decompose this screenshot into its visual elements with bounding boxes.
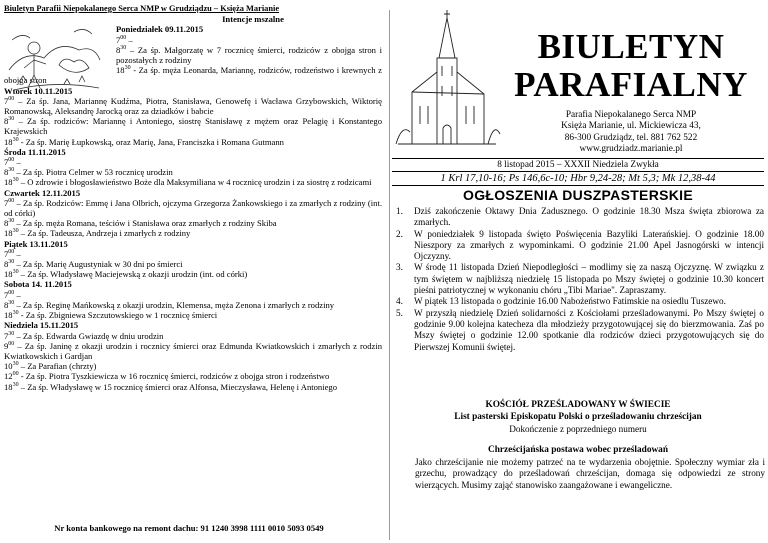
intention-entry: $8^{30}$ – Za śp. Reginę Mańkowską z okazji urodzin, Klemensa, męża Zenona i zmarłych z rodziny (4, 299, 335, 310)
intention-entry: $8^{30}$ – Za śp. Małgorzatę w 7 rocznicę śmierci, rodziców z obojga stron i pozostałych z rodziny (116, 44, 382, 66)
intention-entry: $18^{30}$ – Za śp. Tadeusza, Andrzeja i zmarłych z rodziny (4, 228, 191, 239)
intention-entry: $7^{30}$ – Za śp. Edwarda Gwiazdę w dniu urodzin (4, 330, 164, 341)
intention-day: Środa 11.11.2015 (4, 146, 66, 157)
intention-day: Sobota 14. 11.2015 (4, 279, 72, 290)
intention-entry: $8^{30}$ – Za śp. Marię Augustyniak w 30 dni po śmierci (4, 259, 183, 270)
intention-entry: $7^{00}$ – (4, 157, 21, 168)
intention-entry: $18^{30}$ - Za śp. męża Leonarda, Mariannę, rodziców, rodzeństwo i krewnych z obojga stron (4, 65, 382, 86)
announcement-item: 4. W piątek 13 listopada o godzinie 16.00 Nabożeństwo Fatimskie na osiedlu Tuszewo. (396, 296, 726, 307)
intention-day: Poniedziałek 09.11.2015 (116, 24, 204, 35)
persecution-section-title: KOŚCIÓŁ PRZEŚLADOWANY W ŚWIECIE (485, 400, 671, 410)
masthead-title-line2: PARAFIALNY (514, 65, 748, 104)
intention-day: Niedziela 15.11.2015 (4, 320, 79, 331)
intention-entry: $9^{00}$ – Za śp. Janinę z okazji urodzin i rocznicy śmierci oraz Edmunda Kwiatkowskich i zmarłych z rodzin Kwiatkowskich i Gardjan (4, 340, 382, 361)
intention-entry: $7^{00}$ – Za śp. Rodziców: Emmę i Jana Olbrich, ojczyma Grzegorza Żankowskiego i za zmarłych z rodziny (int. od córki) (4, 197, 382, 219)
issue-date: 8 listopad 2015 – XXXII Niedziela Zwykła (392, 158, 764, 170)
announcements-list (392, 206, 764, 353)
sower-illustration-icon (4, 20, 104, 98)
masthead (500, 28, 762, 104)
intention-entry: $18^{30}$ - Za śp. Marię Łupkowską, oraz Marię, Jana, Franciszka i Romana Gutmann (4, 136, 284, 147)
intention-entry: $8^{30}$ – Za śp. Piotra Celmer w 53 rocznicę urodzin (4, 167, 173, 178)
parish-name: Parafia Niepokalanego Serca NMP (565, 110, 697, 120)
intention-entry: $18^{30}$ – O zdrowie i błogosławieństwo Boże dla Maksymiliana w 4 rocznicę urodzin i za siostrę z rodzicami (4, 177, 372, 188)
bulletin-header: Biuletyn Parafii Niepokalanego Serca NMP w Grudziądzu – Księża Marianie (4, 4, 280, 13)
intention-entry: $7^{00}$ – (4, 248, 21, 259)
intention-entry: $8^{30}$ – Za śp. rodziców: Mariannę i Antoniego, siostrę Stanisławę z mężem oraz Pelagię i Konstantego Krajewskich (4, 116, 382, 137)
intention-entry: $12^{00}$ - Za śp. Piotra Tyszkiewicza w 16 rocznicę śmierci, rodziców z obojga stron i rodzeństwo (4, 371, 330, 382)
intention-entry: $7^{00}$ – Za śp. Jana, Mariannę Kudźma, Piotra, Stanisława, Genowefę i Wacława Grzybowskich, Wiktorię Romanowską, Aleksandrę Jarocką oraz za dziadków i babcie (4, 95, 382, 117)
announcements-heading: OGŁOSZENIA DUSZPASTERSKIE (463, 187, 693, 203)
intention-entry: $18^{30}$ - Za śp. Zbigniewa Szczutowskiego w 1 rocznicę śmierci (4, 310, 218, 321)
church-illustration-icon (392, 6, 502, 156)
bank-account-note: Nr konta bankowego na remont dachu: 91 1240 3998 1111 0010 5093 0549 (54, 523, 324, 533)
intention-entry: $8^{30}$ – Za śp. męża Romana, teściów i Stanisława oraz zmarłych z rodziny Skiba (4, 218, 277, 229)
parish-website: www.grudziadz.marianie.pl (579, 144, 683, 155)
intention-day: Czwartek 12.11.2015 (4, 187, 81, 198)
column-divider (389, 10, 390, 540)
intention-day: Piątek 13.11.2015 (4, 238, 68, 249)
intention-entry: $7^{00}$ – (4, 289, 21, 300)
masthead-title-line1: BIULETYN (537, 27, 725, 66)
pastoral-letter-subtitle: List pasterski Episkopatu Polski o prześladowaniu chrześcijan (454, 412, 702, 422)
intention-day: Wtorek 10.11.2015 (4, 85, 73, 96)
intention-entry: $18^{30}$ – Za śp. Władysławę w 15 rocznicę śmierci oraz Alfonsa, Mieczysława, Helenę i Antoniego (4, 381, 338, 392)
continuation-note: Dokończenie z poprzedniego numeru (509, 424, 647, 434)
intention-entry: $7^{00}$ – (116, 34, 133, 45)
intentions-title: Intencje mszalne (222, 14, 284, 25)
parish-address: Księża Marianie, ul. Mickiewicza 43, (561, 121, 701, 132)
liturgical-readings: 1 Krl 17,10-16; Ps 146,6c-10; Hbr 9,24-28; Mt 5,3; Mk 12,38-44 (392, 171, 764, 186)
parish-phone: 86-300 Grudziądz, tel. 881 762 522 (564, 132, 698, 143)
announcement-item: 5. W przyszłą niedzielę Dzień solidarności z Kościołami prześladowanymi. Po Mszy świętej o godzinie 9.00 kolejna katecheza dla młodzieży przygotowującej się do bierzmowania. Zaś po Mszy świętej o godzinie 12.00 spotkanie dla rodziców dzieci przygotowujących się do Pierwszej Komunii świętej. (396, 307, 764, 352)
parish-info (500, 110, 762, 156)
announcement-item: 1. Dziś zakończenie Oktawy Dnia Zadusznego. O godzinie 18.30 Msza święta zbiorowa za zmarłych. (396, 206, 764, 228)
announcement-item: 2. W poniedziałek 9 listopada święto Poświęcenia Bazyliki Laterańskiej. O godzinie 18.00 Nieszpory za zmarłych z wypominkami. O godzinie 21.00 Apel Jasnogórski w intencji Ojczyzny. (396, 228, 764, 262)
intention-entry: $18^{30}$ – Za śp. Władysławę Maciejewską z okazji urodzin (int. od córki) (4, 269, 248, 280)
announcement-item: 3. W środę 11 listopada Dzień Niepodległości – modlimy się za naszą Ojczyznę. W związku z tym świętem w najbliższą niedzielę 15 listopada po Mszy świętej o godzinie 10.30 koncert pieśni patriotycznej w wykonaniu chóru „Tibi Mariae". Zapraszamy. (396, 262, 764, 296)
christian-attitude-text: Jako chrześcijanie nie możemy patrzeć na te wydarzenia obojętnie. Społeczny wymiar zła i grzechu, prowadzący do prześladowań chrześcijan, domaga się odpowiedzi ze strony wierzących. Musimy zająć stanowisko zaangażowane i ewangeliczne. (415, 457, 765, 490)
intention-entry: $10^{30}$ – Za Parafian (chrzty) (4, 361, 97, 372)
christian-attitude-title: Chrześcijańska postawa wobec prześladowań (488, 445, 668, 455)
